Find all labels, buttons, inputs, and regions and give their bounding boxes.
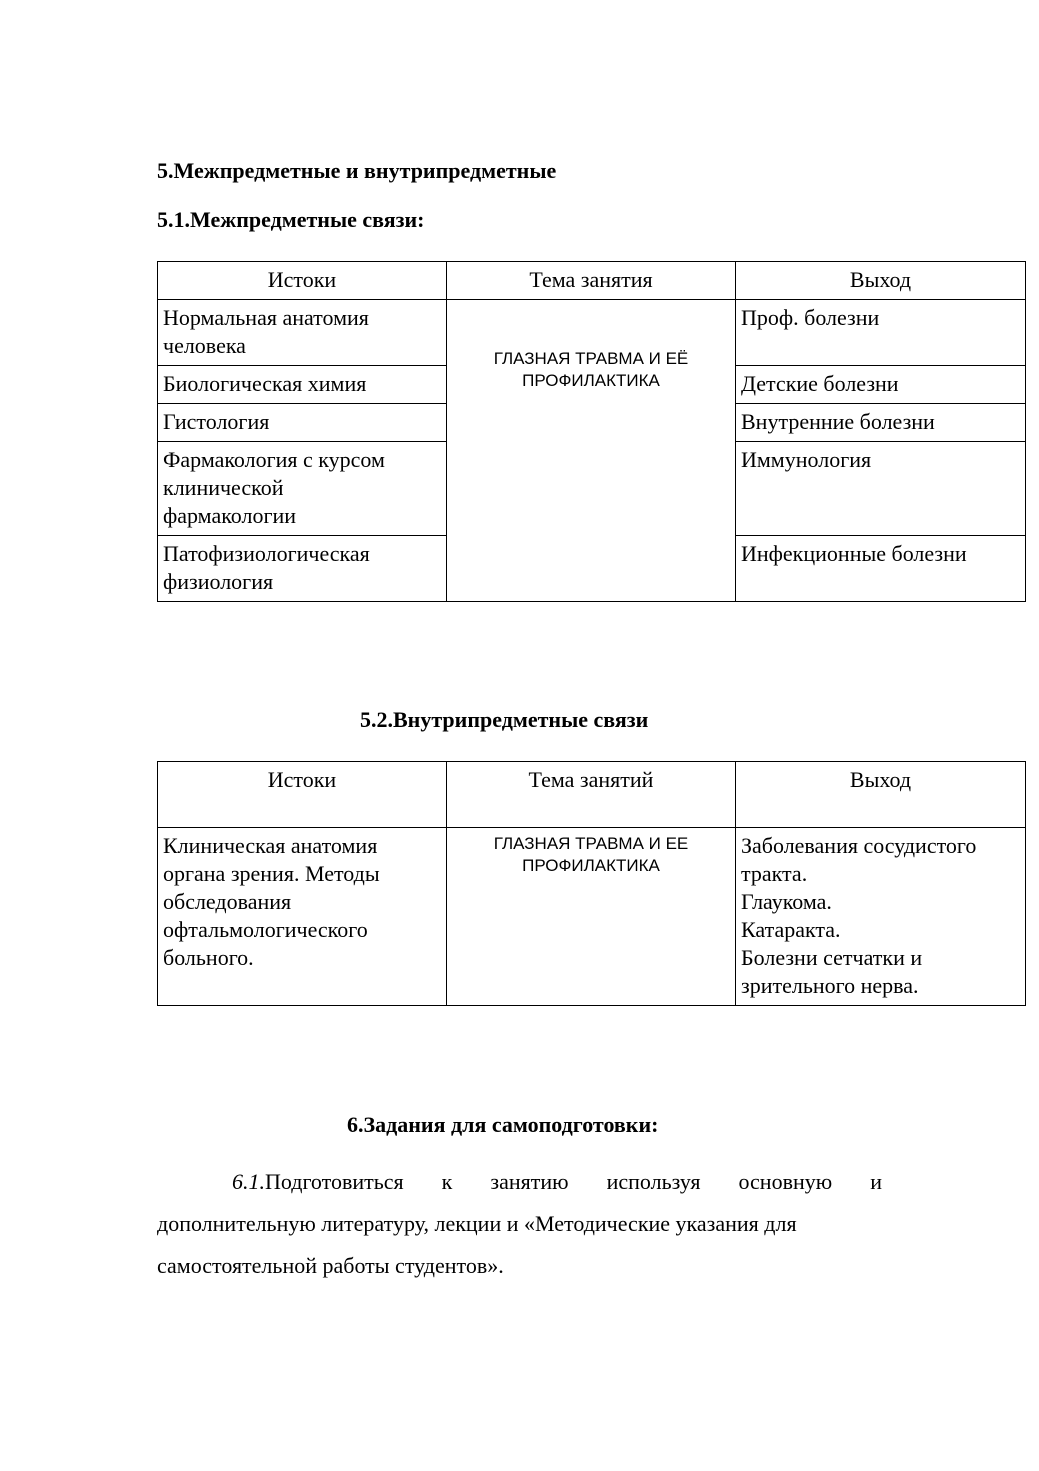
source-cell: Клиническая анатомия органа зрения. Методы обследования офтальмологического больного. (158, 828, 447, 1006)
lesson-topic-cell: ГЛАЗНАЯ ТРАВМА И ЕЁ ПРОФИЛАКТИКА (447, 300, 736, 602)
source-cell: Нормальная анатомия человека (158, 300, 447, 366)
task-number: 6.1. (232, 1169, 265, 1194)
output-cell: Внутренние болезни (736, 404, 1026, 442)
output-cell: Инфекционные болезни (736, 536, 1026, 602)
source-cell: Гистология (158, 404, 447, 442)
header-topic: Тема занятия (447, 262, 736, 300)
header-output: Выход (736, 762, 1026, 828)
task-line (157, 1161, 882, 1203)
section-6-heading: 6.Задания для самоподготовки: (347, 1112, 659, 1137)
header-sources: Истоки (158, 262, 447, 300)
output-cell: Детские болезни (736, 366, 1026, 404)
task-paragraph (157, 1161, 882, 1287)
section-5-heading: 5.Межпредметные и внутрипредметные (157, 158, 557, 183)
section-5-2-heading: 5.2.Внутрипредметные связи (360, 707, 649, 732)
source-cell: Фармакология с курсом клинической фармакологии (158, 442, 447, 536)
task-line: самостоятельной работы студентов». (157, 1253, 504, 1278)
section-5-1-heading: 5.1.Межпредметные связи: (157, 207, 425, 232)
header-output: Выход (736, 262, 1026, 300)
interdisciplinary-table (157, 261, 1026, 602)
header-sources: Истоки (158, 762, 447, 828)
task-line: дополнительную литературу, лекции и «Методические указания для (157, 1211, 797, 1236)
intradisciplinary-table (157, 761, 1026, 1006)
task-text: Подготовиться к занятию используя основную и (265, 1169, 882, 1194)
header-topic: Тема занятий (447, 762, 736, 828)
source-cell: Патофизиологическая физиология (158, 536, 447, 602)
output-cell: Иммунология (736, 442, 1026, 536)
output-cell: Проф. болезни (736, 300, 1026, 366)
source-cell: Биологическая химия (158, 366, 447, 404)
output-cell: Заболевания сосудистого тракта. Глаукома. Катаракта. Болезни сетчатки и зрительного нерва. (736, 828, 1026, 1006)
lesson-topic-cell: ГЛАЗНАЯ ТРАВМА И ЕЕ ПРОФИЛАКТИКА (447, 828, 736, 1006)
